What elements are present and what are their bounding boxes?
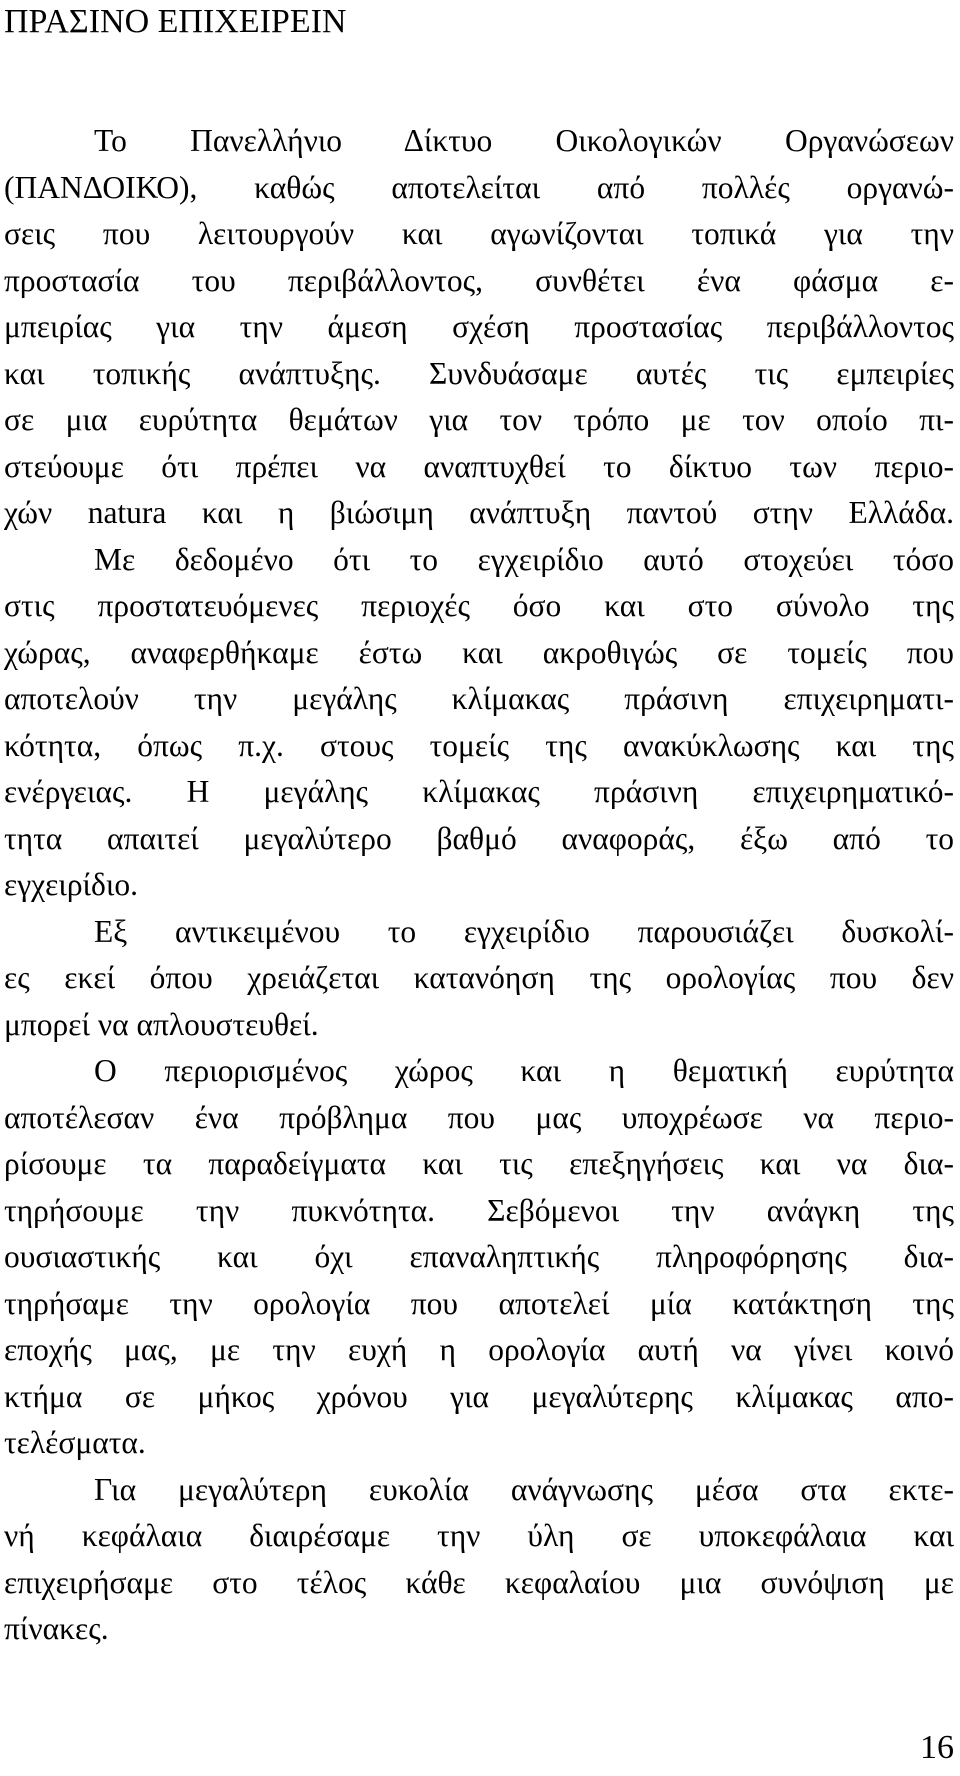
text-line: τηρήσαμε την ορολογία που αποτελεί μία κατάκτηση της [4,1285,954,1321]
text-line: κότητα, όπως π.χ. στους τομείς της ανακύκλωσης και της [4,727,954,763]
text-line: τελέσματα. [4,1425,146,1460]
text-line: Για μεγαλύτερη ευκολία ανάγνωσης μέσα στα εκτε- [94,1471,954,1507]
text-line: στις προστατευόμενες περιοχές όσο και στο σύνολο της [4,588,954,623]
text-line: ενέργειας. Η μεγάλης κλίμακας πράσινη επιχειρηματικό- [4,774,954,809]
text-line: τηρήσουμε την πυκνότητα. Σεβόμενοι την ανάγκη της [4,1192,954,1228]
text-line: μπορεί να απλουστευθεί. [4,1006,319,1042]
text-line: Το Πανελλήνιο Δίκτυο Οικολογικών Οργανώσεων [94,123,954,158]
running-title: ΠΡΑΣΙΝΟ ΕΠΙΧΕΙΡΕΙΝ [4,3,347,40]
text-line: χών natura και η βιώσιμη ανάπτυξη παντού στην Ελλάδα. [4,495,954,530]
text-line: αποτέλεσαν ένα πρόβλημα που μας υποχρέωσε να περιο- [4,1099,954,1135]
text-line: κτήμα σε μήκος χρόνου για μεγαλύτερης κλίμακας απο- [4,1378,954,1414]
body-text [4,118,954,1653]
page-number: 16 [920,1729,954,1766]
text-line: σε μια ευρύτητα θεμάτων για τον τρόπο με τον οποίο πι- [4,402,954,437]
text-line: επιχειρήσαμε στο τέλος κάθε κεφαλαίου μια συνόψιση με [4,1564,954,1600]
text-line: ες εκεί όπου χρειάζεται κατανόηση της ορολογίας που δεν [4,960,954,995]
text-line: ρίσουμε τα παραδείγματα και τις επεξηγήσεις και να δια- [4,1146,954,1181]
text-line: στεύουμε ότι πρέπει να αναπτυχθεί το δίκτυο των περιο- [4,448,954,484]
text-line: προστασία του περιβάλλοντος, συνθέτει ένα φάσμα ε- [4,262,954,298]
text-line: εγχειρίδιο. [4,867,138,902]
text-line: Ο περιορισμένος χώρος και η θεματική ευρύτητα [94,1053,954,1088]
text-line: σεις που λειτουργούν και αγωνίζονται τοπικά για την [4,216,954,251]
text-line: πίνακες. [4,1611,109,1646]
text-line: και τοπικής ανάπτυξης. Συνδυάσαμε αυτές τις εμπειρίες [4,355,954,391]
text-line: τητα απαιτεί μεγαλύτερο βαθμό αναφοράς, έξω από το [4,820,954,856]
text-line: χώρας, αναφερθήκαμε έστω και ακροθιγώς σε τομείς που [4,634,954,670]
text-line: αποτελούν την μεγάλης κλίμακας πράσινη επιχειρηματι- [4,681,954,716]
text-line: Με δεδομένο ότι το εγχειρίδιο αυτό στοχεύει τόσο [94,541,954,577]
text-line: μπειρίας για την άμεση σχέση προστασίας περιβάλλοντος [4,309,954,344]
text-line: (ΠΑΝΔΟΙΚΟ), καθώς αποτελείται από πολλές οργανώ- [4,169,954,205]
text-line: ουσιαστικής και όχι επαναληπτικής πληροφόρησης δια- [4,1239,954,1274]
text-line: νή κεφάλαια διαιρέσαμε την ύλη σε υποκεφάλαια και [4,1518,954,1553]
text-line: εποχής μας, με την ευχή η ορολογία αυτή να γίνει κοινό [4,1332,954,1367]
text-line: Εξ αντικειμένου το εγχειρίδιο παρουσιάζει δυσκολί- [94,913,954,949]
